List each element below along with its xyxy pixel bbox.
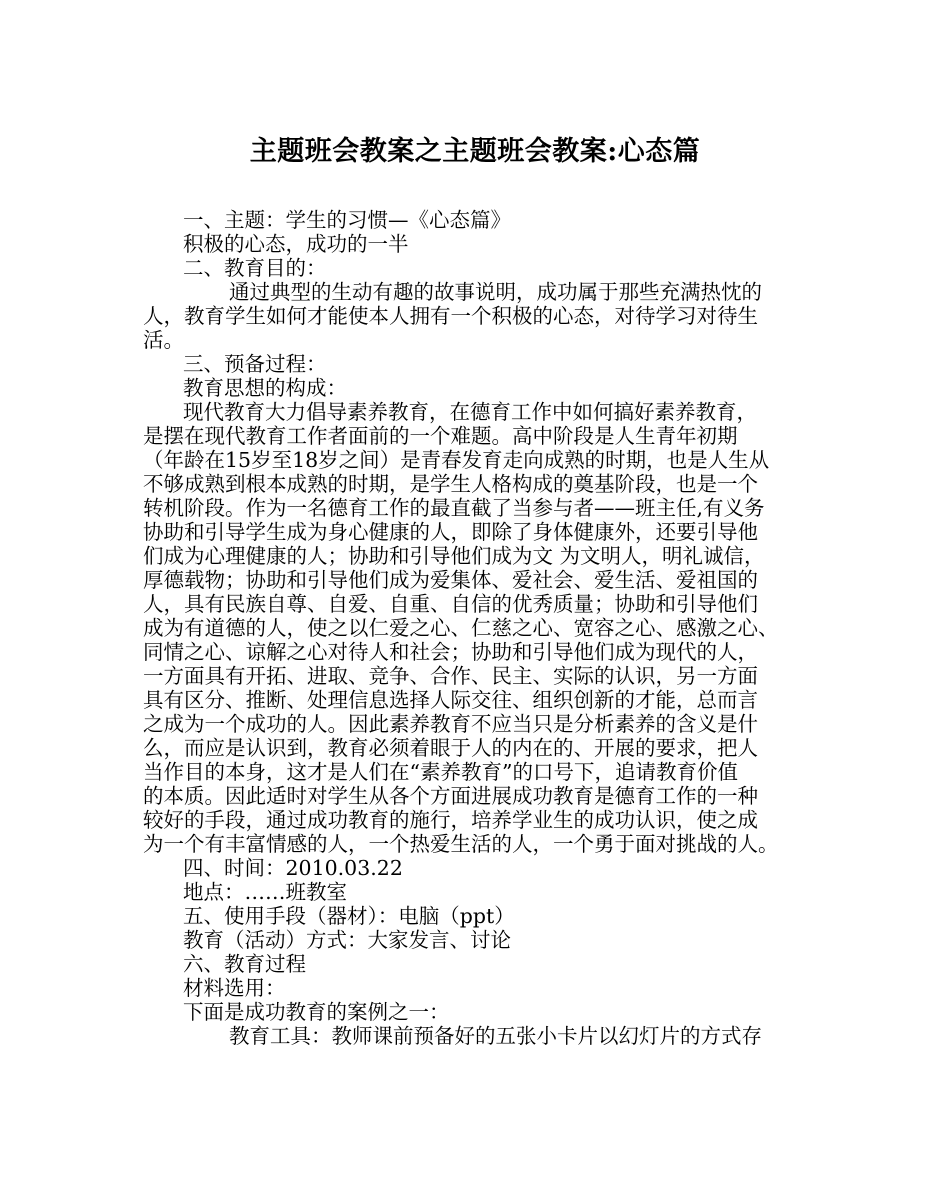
body-line: 活。 <box>143 328 184 352</box>
body-line: 转机阶段。作为一名德育工作的最直截了当参与者——班主任,有义务 <box>143 496 765 520</box>
body-line: 协助和引导学生成为身心健康的人，即除了身体健康外，还要引导他 <box>143 520 758 544</box>
body-line: 二、教育目的： <box>183 256 327 280</box>
body-line: 不够成熟到根本成熟的时期，是学生人格构成的奠基阶段，也是一个 <box>143 472 758 496</box>
body-line: 成为有道德的人，使之以仁爱之心、仁慈之心、宽容之心、感激之心、 <box>143 616 779 640</box>
body-line: 下面是成功教育的案例之一： <box>183 1000 450 1024</box>
body-line: 人，教育学生如何才能使本人拥有一个积极的心态，对待学习对待生 <box>143 304 758 328</box>
body-line: 地点：……班教室 <box>183 880 347 904</box>
body-line: 现代教育大力倡导素养教育，在德育工作中如何搞好素养教育， <box>183 400 757 424</box>
body-line: 一方面具有开拓、进取、竞争、合作、民主、实际的认识，另一方面 <box>143 664 758 688</box>
body-line: 材料选用： <box>183 976 286 1000</box>
body-line: 为一个有丰富情感的人，一个热爱生活的人，一个勇于面对挑战的人。 <box>143 832 779 856</box>
body-line: （年龄在15岁至18岁之间）是青春发育走向成熟的时期，也是人生从 <box>143 448 770 472</box>
body-line: 三、预备过程： <box>183 352 327 376</box>
body-line: 当作目的本身，这才是人们在“素养教育”的口号下，追请教育价值 <box>143 760 738 784</box>
body-line: 四、时间：2010.03.22 <box>183 856 403 880</box>
body-line: 积极的心态，成功的一半 <box>183 232 409 256</box>
body-line: 通过典型的生动有趣的故事说明，成功属于那些充满热忱的 <box>229 280 762 304</box>
body-line: 的本质。因此适时对学生从各个方面进展成功教育是德育工作的一种 <box>143 784 758 808</box>
body-line: 们成为心理健康的人；协助和引导他们成为文 为文明人，明礼诚信， <box>143 544 765 568</box>
body-line: 教育工具：教师课前预备好的五张小卡片以幻灯片的方式存 <box>229 1024 762 1048</box>
body-line: 是摆在现代教育工作者面前的一个难题。高中阶段是人生青年初期 <box>143 424 738 448</box>
body-line: 较好的手段，通过成功教育的施行，培养学业生的成功认识，使之成 <box>143 808 758 832</box>
body-line: 一、主题：学生的习惯—《心态篇》 <box>183 208 511 232</box>
document-title: 主题班会教案之主题班会教案:心态篇 <box>249 136 701 167</box>
body-line: 具有区分、推断、处理信息选择人际交往、组织创新的才能，总而言 <box>143 688 758 712</box>
document-body <box>143 208 823 1048</box>
body-line: 教育（活动）方式：大家发言、讨论 <box>183 928 511 952</box>
body-line: 人，具有民族自尊、自爱、自重、自信的优秀质量；协助和引导他们 <box>143 592 758 616</box>
body-line: 么，而应是认识到，教育必须着眼于人的内在的、开展的要求，把人 <box>143 736 758 760</box>
body-line: 五、使用手段（器材）：电脑（ppt） <box>183 904 515 928</box>
body-line: 厚德载物；协助和引导他们成为爱集体、爱社会、爱生活、爱祖国的 <box>143 568 758 592</box>
body-line: 六、教育过程 <box>183 952 306 976</box>
body-line: 之成为一个成功的人。因此素养教育不应当只是分析素养的含义是什 <box>143 712 758 736</box>
body-line: 教育思想的构成： <box>183 376 347 400</box>
body-line: 同情之心、谅解之心对待人和社会；协助和引导他们成为现代的人， <box>143 640 758 664</box>
